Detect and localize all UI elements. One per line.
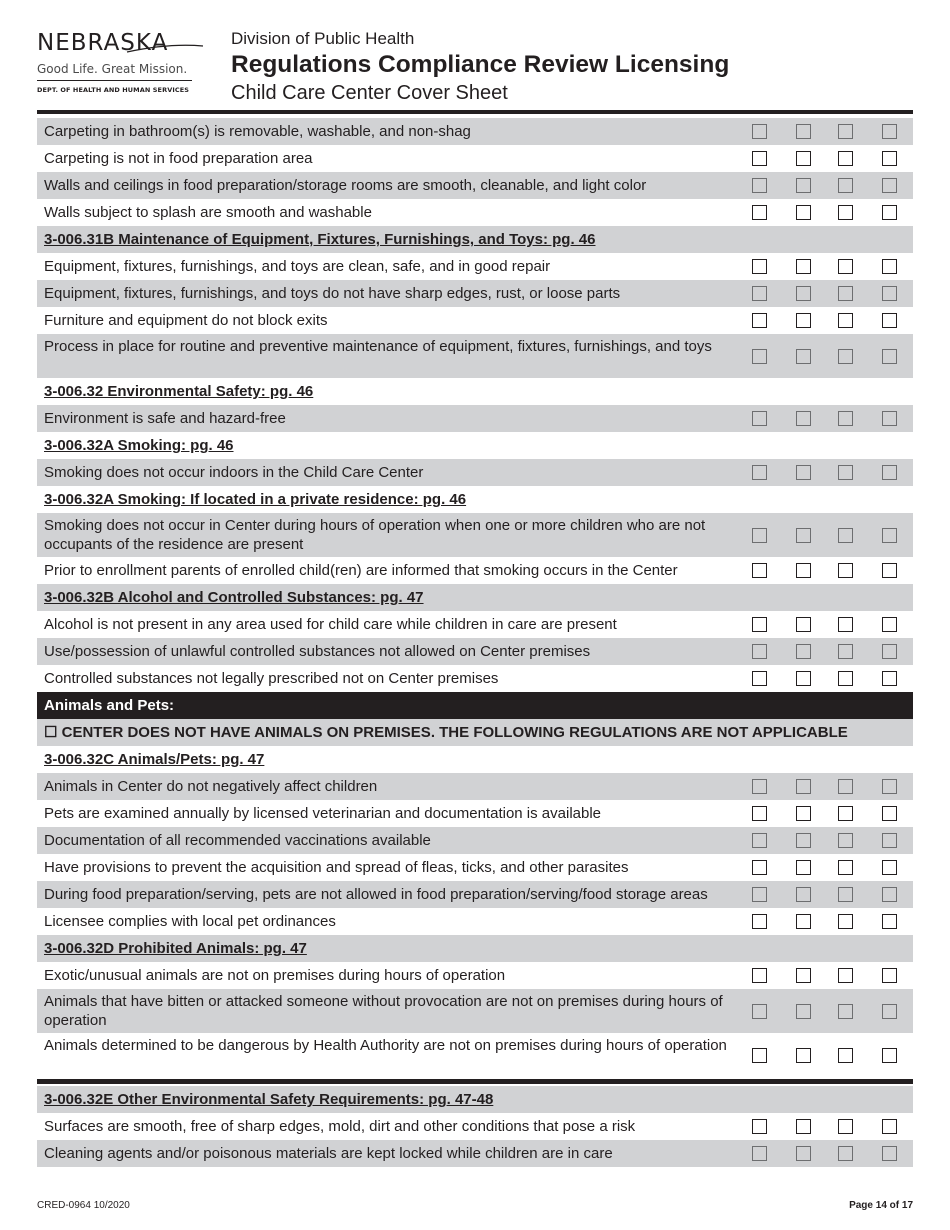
compliance-checkbox-col-3[interactable] bbox=[838, 1004, 853, 1019]
row-text: Equipment, fixtures, furnishings, and toys do not have sharp edges, rust, or loose parts bbox=[44, 285, 621, 302]
logo-tagline: Good Life. Great Mission. bbox=[37, 62, 188, 76]
compliance-checkbox-col-1[interactable] bbox=[752, 833, 767, 848]
checklist-row bbox=[37, 118, 913, 145]
compliance-checkbox-col-1[interactable] bbox=[752, 151, 767, 166]
row-text: Use/possession of unlawful controlled substances not allowed on Center premises bbox=[44, 643, 591, 660]
compliance-checkbox-col-4[interactable] bbox=[882, 779, 897, 794]
compliance-checkbox-col-4[interactable] bbox=[882, 151, 897, 166]
compliance-checkbox-col-2[interactable] bbox=[796, 887, 811, 902]
section-header-row bbox=[37, 746, 913, 773]
row-text: Alcohol is not present in any area used for child care while children in care are present bbox=[44, 616, 617, 633]
compliance-checkbox-col-4[interactable] bbox=[882, 1119, 897, 1134]
section-title: 3-006.32C Animals/Pets: pg. 47 bbox=[44, 751, 265, 768]
compliance-checkbox-col-2[interactable] bbox=[796, 1048, 811, 1063]
row-text: Animals that have bitten or attacked someone without provocation are not on premises during hours of operation bbox=[44, 993, 723, 1029]
compliance-checkbox-col-4[interactable] bbox=[882, 968, 897, 983]
compliance-checkbox-col-4[interactable] bbox=[882, 914, 897, 929]
checklist-row bbox=[37, 172, 913, 199]
section-header-row bbox=[37, 935, 913, 962]
compliance-checkbox-col-1[interactable] bbox=[752, 806, 767, 821]
checklist-row bbox=[37, 334, 913, 378]
compliance-checkbox-col-1[interactable] bbox=[752, 968, 767, 983]
compliance-checkbox-col-2[interactable] bbox=[796, 313, 811, 328]
section-title: 3-006.32B Alcohol and Controlled Substances: pg. 47 bbox=[44, 589, 424, 606]
row-text: Walls and ceilings in food preparation/storage rooms are smooth, cleanable, and light color bbox=[44, 177, 647, 194]
row-text: Carpeting is not in food preparation area bbox=[44, 150, 313, 167]
section-header-row bbox=[37, 584, 913, 611]
compliance-checkbox-col-4[interactable] bbox=[882, 806, 897, 821]
compliance-checkbox-col-4[interactable] bbox=[882, 617, 897, 632]
compliance-checkbox-col-3[interactable] bbox=[838, 349, 853, 364]
row-text: Licensee complies with local pet ordinances bbox=[44, 913, 336, 930]
checklist-row bbox=[37, 199, 913, 226]
checklist-row bbox=[37, 557, 913, 584]
section-title: 3-006.32D Prohibited Animals: pg. 47 bbox=[44, 940, 307, 957]
compliance-checkbox-col-3[interactable] bbox=[838, 806, 853, 821]
section-divider-rule bbox=[37, 1079, 913, 1084]
logo-swoosh-icon bbox=[125, 36, 205, 56]
row-text: Controlled substances not legally prescribed not on Center premises bbox=[44, 670, 499, 687]
compliance-checkbox-col-2[interactable] bbox=[796, 286, 811, 301]
compliance-checkbox-col-2[interactable] bbox=[796, 833, 811, 848]
compliance-checkbox-col-1[interactable] bbox=[752, 286, 767, 301]
compliance-checkbox-col-3[interactable] bbox=[838, 860, 853, 875]
compliance-checkbox-col-4[interactable] bbox=[882, 1146, 897, 1161]
checklist-row bbox=[37, 800, 913, 827]
category-banner bbox=[37, 692, 913, 719]
row-text: Animals and Pets: bbox=[44, 697, 175, 714]
compliance-checkbox-col-3[interactable] bbox=[838, 411, 853, 426]
row-text: Environment is safe and hazard-free bbox=[44, 410, 286, 427]
page-number: Page 14 of 17 bbox=[849, 1200, 913, 1211]
compliance-checkbox-col-4[interactable] bbox=[882, 349, 897, 364]
compliance-checkbox-col-2[interactable] bbox=[796, 465, 811, 480]
compliance-checkbox-col-4[interactable] bbox=[882, 563, 897, 578]
compliance-checkbox-col-1[interactable] bbox=[752, 779, 767, 794]
section-header-row bbox=[37, 226, 913, 253]
checklist-row bbox=[37, 307, 913, 334]
compliance-checkbox-col-3[interactable] bbox=[838, 887, 853, 902]
compliance-checkbox-col-2[interactable] bbox=[796, 806, 811, 821]
compliance-checkbox-col-2[interactable] bbox=[796, 968, 811, 983]
section-header-row bbox=[37, 432, 913, 459]
page-title: Regulations Compliance Review Licensing bbox=[231, 51, 730, 78]
compliance-checkbox-col-4[interactable] bbox=[882, 1004, 897, 1019]
section-title: 3-006.32 Environmental Safety: pg. 46 bbox=[44, 383, 314, 400]
compliance-checkbox-col-2[interactable] bbox=[796, 563, 811, 578]
row-text: Process in place for routine and preventive maintenance of equipment, fixtures, furnishings, and toys bbox=[44, 338, 712, 355]
checklist-row bbox=[37, 854, 913, 881]
compliance-checkbox-col-4[interactable] bbox=[882, 313, 897, 328]
compliance-checkbox-col-4[interactable] bbox=[882, 465, 897, 480]
compliance-checkbox-col-2[interactable] bbox=[796, 151, 811, 166]
checklist-row bbox=[37, 405, 913, 432]
form-id: CRED-0964 10/2020 bbox=[37, 1200, 130, 1211]
header-rule bbox=[37, 110, 913, 114]
compliance-checkbox-col-3[interactable] bbox=[838, 1048, 853, 1063]
row-text: Have provisions to prevent the acquisition and spread of fleas, ticks, and other parasites bbox=[44, 859, 629, 876]
compliance-checkbox-col-3[interactable] bbox=[838, 465, 853, 480]
row-text: Animals in Center do not negatively affect children bbox=[44, 778, 378, 795]
compliance-checkbox-col-4[interactable] bbox=[882, 178, 897, 193]
page-subtitle: Child Care Center Cover Sheet bbox=[231, 82, 508, 104]
compliance-checkbox-col-1[interactable] bbox=[752, 411, 767, 426]
compliance-checkbox-col-2[interactable] bbox=[796, 528, 811, 543]
compliance-checkbox-col-2[interactable] bbox=[796, 644, 811, 659]
section-header-row bbox=[37, 1086, 913, 1113]
compliance-checkbox-col-4[interactable] bbox=[882, 1048, 897, 1063]
section-header-row bbox=[37, 486, 913, 513]
checklist-row bbox=[37, 280, 913, 307]
logo-department: DEPT. OF HEALTH AND HUMAN SERVICES bbox=[37, 86, 190, 94]
checklist-row bbox=[37, 962, 913, 989]
section-title: 3-006.32A Smoking: pg. 46 bbox=[44, 437, 234, 454]
checklist-row bbox=[37, 145, 913, 172]
nebraska-dhhs-logo bbox=[37, 28, 207, 94]
compliance-checkbox-col-4[interactable] bbox=[882, 860, 897, 875]
compliance-checkbox-col-1[interactable] bbox=[752, 259, 767, 274]
compliance-checkbox-col-2[interactable] bbox=[796, 914, 811, 929]
checklist-row bbox=[37, 638, 913, 665]
compliance-checkbox-col-3[interactable] bbox=[838, 617, 853, 632]
compliance-checkbox-col-2[interactable] bbox=[796, 1004, 811, 1019]
compliance-checkbox-col-2[interactable] bbox=[796, 779, 811, 794]
compliance-checkbox-col-3[interactable] bbox=[838, 563, 853, 578]
compliance-checkbox-col-3[interactable] bbox=[838, 178, 853, 193]
compliance-checkbox-col-1[interactable] bbox=[752, 563, 767, 578]
compliance-checkbox-col-1[interactable] bbox=[752, 860, 767, 875]
checklist-row bbox=[37, 253, 913, 280]
row-text: Cleaning agents and/or poisonous materials are kept locked while children are in care bbox=[44, 1145, 613, 1162]
compliance-checkbox-col-3[interactable] bbox=[838, 528, 853, 543]
compliance-checkbox-col-1[interactable] bbox=[752, 1146, 767, 1161]
compliance-checkbox-col-3[interactable] bbox=[838, 779, 853, 794]
checklist-row bbox=[37, 1140, 913, 1167]
compliance-checkbox-col-3[interactable] bbox=[838, 286, 853, 301]
row-text: Pets are examined annually by licensed veterinarian and documentation is available bbox=[44, 805, 602, 822]
compliance-checkbox-col-4[interactable] bbox=[882, 286, 897, 301]
row-text: Carpeting in bathroom(s) is removable, washable, and non-shag bbox=[44, 123, 471, 140]
compliance-checkbox-col-1[interactable] bbox=[752, 887, 767, 902]
compliance-checkbox-col-3[interactable] bbox=[838, 644, 853, 659]
compliance-checkbox-col-2[interactable] bbox=[796, 178, 811, 193]
compliance-checkbox-col-3[interactable] bbox=[838, 833, 853, 848]
compliance-checkbox-col-1[interactable] bbox=[752, 528, 767, 543]
compliance-checkbox-col-1[interactable] bbox=[752, 313, 767, 328]
compliance-checkbox-col-3[interactable] bbox=[838, 1119, 853, 1134]
compliance-checkbox-col-2[interactable] bbox=[796, 671, 811, 686]
compliance-checkbox-col-4[interactable] bbox=[882, 124, 897, 139]
compliance-checkbox-col-3[interactable] bbox=[838, 671, 853, 686]
checklist-row bbox=[37, 1033, 913, 1077]
section-header-row bbox=[37, 378, 913, 405]
checklist-row bbox=[37, 827, 913, 854]
checklist-row bbox=[37, 665, 913, 692]
row-text: Furniture and equipment do not block exits bbox=[44, 312, 328, 329]
compliance-checkbox-col-4[interactable] bbox=[882, 644, 897, 659]
compliance-checkbox-col-1[interactable] bbox=[752, 124, 767, 139]
compliance-checkbox-col-4[interactable] bbox=[882, 205, 897, 220]
checklist-row bbox=[37, 513, 913, 557]
compliance-checkbox-col-2[interactable] bbox=[796, 259, 811, 274]
checklist-row bbox=[37, 881, 913, 908]
compliance-checkbox-col-3[interactable] bbox=[838, 914, 853, 929]
compliance-checkbox-col-4[interactable] bbox=[882, 528, 897, 543]
logo-wordmark: NEBRASKA bbox=[37, 30, 169, 56]
compliance-checkbox-col-1[interactable] bbox=[752, 617, 767, 632]
section-title: 3-006.32A Smoking: If located in a private residence: pg. 46 bbox=[44, 491, 467, 508]
row-text: Exotic/unusual animals are not on premises during hours of operation bbox=[44, 967, 506, 984]
row-text: Walls subject to splash are smooth and washable bbox=[44, 204, 372, 221]
compliance-checkbox-col-3[interactable] bbox=[838, 124, 853, 139]
compliance-checkbox-col-3[interactable] bbox=[838, 151, 853, 166]
compliance-checkbox-col-1[interactable] bbox=[752, 349, 767, 364]
checklist-row bbox=[37, 773, 913, 800]
compliance-checkbox-col-1[interactable] bbox=[752, 1004, 767, 1019]
row-text: Smoking does not occur indoors in the Child Care Center bbox=[44, 464, 424, 481]
division-name: Division of Public Health bbox=[231, 29, 415, 48]
row-text: Equipment, fixtures, furnishings, and toys are clean, safe, and in good repair bbox=[44, 258, 551, 275]
section-title: 3-006.32E Other Environmental Safety Requirements: pg. 47-48 bbox=[44, 1091, 494, 1108]
header-titles bbox=[231, 28, 729, 106]
row-text: ☐ CENTER DOES NOT HAVE ANIMALS ON PREMISES. THE FOLLOWING REGULATIONS ARE NOT APPLICABLE bbox=[44, 724, 848, 741]
compliance-checkbox-col-3[interactable] bbox=[838, 1146, 853, 1161]
compliance-checkbox-col-4[interactable] bbox=[882, 259, 897, 274]
compliance-checkbox-col-3[interactable] bbox=[838, 313, 853, 328]
compliance-checkbox-col-1[interactable] bbox=[752, 671, 767, 686]
checklist-row bbox=[37, 459, 913, 486]
compliance-checkbox-col-4[interactable] bbox=[882, 887, 897, 902]
compliance-checkbox-col-4[interactable] bbox=[882, 671, 897, 686]
compliance-checkbox-col-1[interactable] bbox=[752, 1048, 767, 1063]
checklist-row bbox=[37, 908, 913, 935]
compliance-checkbox-col-1[interactable] bbox=[752, 465, 767, 480]
compliance-checkbox-col-3[interactable] bbox=[838, 205, 853, 220]
checklist-row bbox=[37, 611, 913, 638]
compliance-checkbox-col-2[interactable] bbox=[796, 1146, 811, 1161]
compliance-checkbox-col-2[interactable] bbox=[796, 124, 811, 139]
compliance-checkbox-col-3[interactable] bbox=[838, 968, 853, 983]
compliance-checkbox-col-2[interactable] bbox=[796, 411, 811, 426]
checklist-row bbox=[37, 989, 913, 1033]
page-header bbox=[37, 28, 913, 112]
compliance-checklist bbox=[37, 118, 913, 1167]
compliance-checkbox-col-1[interactable] bbox=[752, 644, 767, 659]
logo-divider bbox=[37, 80, 192, 81]
row-text: Animals determined to be dangerous by Health Authority are not on premises during hours of operation bbox=[44, 1037, 727, 1054]
row-text: Smoking does not occur in Center during hours of operation when one or more children who are not occupants of the residence are present bbox=[44, 517, 706, 553]
row-text: Documentation of all recommended vaccinations available bbox=[44, 832, 431, 849]
compliance-checkbox-col-1[interactable] bbox=[752, 914, 767, 929]
compliance-checkbox-col-2[interactable] bbox=[796, 205, 811, 220]
not-applicable-notice[interactable] bbox=[37, 719, 913, 746]
compliance-checkbox-col-2[interactable] bbox=[796, 617, 811, 632]
row-text: Prior to enrollment parents of enrolled child(ren) are informed that smoking occurs in the Center bbox=[44, 562, 678, 579]
compliance-checkbox-col-1[interactable] bbox=[752, 1119, 767, 1134]
checklist-row bbox=[37, 1113, 913, 1140]
compliance-checkbox-col-4[interactable] bbox=[882, 411, 897, 426]
row-text: Surfaces are smooth, free of sharp edges, mold, dirt and other conditions that pose a risk bbox=[44, 1118, 636, 1135]
compliance-checkbox-col-2[interactable] bbox=[796, 860, 811, 875]
compliance-checkbox-col-4[interactable] bbox=[882, 833, 897, 848]
row-text: During food preparation/serving, pets are not allowed in food preparation/serving/food storage areas bbox=[44, 886, 708, 903]
compliance-checkbox-col-3[interactable] bbox=[838, 259, 853, 274]
compliance-checkbox-col-1[interactable] bbox=[752, 205, 767, 220]
compliance-checkbox-col-1[interactable] bbox=[752, 178, 767, 193]
section-title: 3-006.31B Maintenance of Equipment, Fixtures, Furnishings, and Toys: pg. 46 bbox=[44, 231, 596, 248]
compliance-checkbox-col-2[interactable] bbox=[796, 1119, 811, 1134]
compliance-checkbox-col-2[interactable] bbox=[796, 349, 811, 364]
